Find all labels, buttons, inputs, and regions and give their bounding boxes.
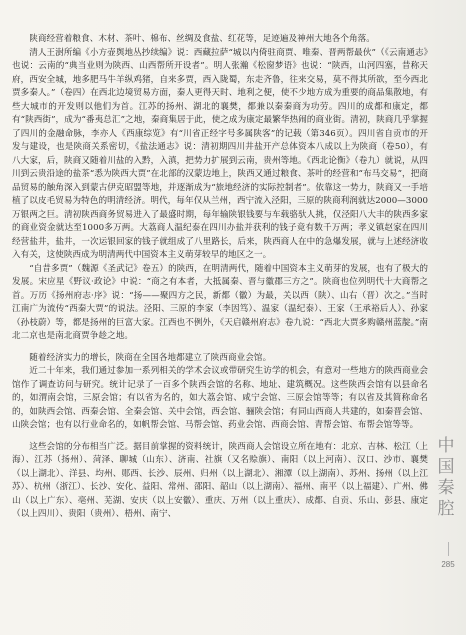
divider <box>448 542 449 556</box>
paragraph: 陕商经营着粮食、木材、茶叶、棉布、丝绸及食盐、红花等，足迹遍及神州大地各个角落。 <box>29 34 375 44</box>
page-number: 285 <box>441 560 455 569</box>
paragraph: 清人王澍所编《小方壶舆地丛抄续编》说：西藏拉萨“城以内倚驻商贾、唯秦、晋两帮最伙”（《云南通志》也说：云南的“典当业则为陕西、山西帮所开设者”。明人张瀚《松窗梦语》也说：“陕西，山河四塞，昔称天府，西安全城，地多肥马牛羊纵鸡猪，自来多贾，西入陇蜀，东走齐鲁，往来交易，莫不得其所欲，至今西北贾多秦人。”（卷四）在西北边境贸易方面，秦人更得天时、地利之便，使不少地方成为重要的商品集散地，有些大城市的开发则以他们为首。江苏的扬州、湖北的襄樊，都兼以秦秦商为功劳。四川的成都和康定，都有“陕西街”，成为“番夷总汇”之地，秦商集居于此，使之成为康定最繁华热闹的商业街。清初，陕商几乎掌握了四川的金融命脉，李亦人《西康综览》有“川省正经字号多属陕客”的记载（第346页）。四川省自贡市的开发与建设，也是陕商关系密切，《盐法通志》说：清初期四川井盐开产总体资本八成以上为陕商（卷50），有八大家，后，陕商又随着川盐的入黔，入滇，把势力扩展到云南，贵州等地。《西北论衡》（卷九）就说，从四川到云贵沿途的盐茶“悉为陕西大贾”在北部的汉蒙边地上，陕西又通过粮食、茶叶的经营和“布马交易”，把商品贸易的触角深入到蒙古伊克昭盟等地，并逐渐成为“旅地经济的实际控制者”。依靠这一势力，陕商又一手培植了以皮毛贸易为特色的明清经济。明代，每年仅从兰州，西宁流入泾阳，三原的陕商利润就达2000—3000万银两之巨。清初陕西商务贸易进入了最盛时期，每年输陕银钱要与车载骆驮人挑，仅泾阳八大丰的陕西多家的商业资金就达至1000多万两。大荔商人温纪泰在四川办盐并获利的钱子竟有数千万两；孝义镇赵家在四川经营盐井，盐井，一次运银回家的钱子就组成了八里路长，后来，陕西商人在中的急爆发展，就与上述经济收入有关，这使陕西成为明清两代中国资本主义萌芽较早的地区之一。 <box>12 47 428 260</box>
body-text <box>12 33 428 522</box>
paragraph: 随着经济实力的增长，陕商在全国各地都建立了陕西商业会馆。 <box>29 352 272 363</box>
running-head-char: 中 <box>437 436 455 456</box>
paragraph: 这些会馆的分布相当广泛。据目前掌握的资料统计，陕西商人会馆设立所在地有：北京、吉林、松江（上海）、江苏（扬州）、菏泽、聊城（山东）、济南、社旗（又名赊旗）、南阳（以上河南）、汉口、沙市、襄樊（以上湖北）、洋县、均州、郧西、长沙、辰州、归州（以上湖北）、湘潭（以上湖南）、苏州、扬州（以上江苏）、杭州（浙江）、长沙、安化、益阳、常州、邵阳、韶山（以上湖南）、福州、南平（以上福建）、广州、佛山（以上广东）、亳州、芜湖、安庆（以上安徽）、重庆、万州（以上重庆）、成都、自贡、乐山、彭县、康定（以上四川）、贵阳（贵州）、梧州、南宁、 <box>12 441 428 519</box>
running-head-char: 腔 <box>437 499 455 519</box>
running-head-char: 国 <box>437 457 455 477</box>
running-head-vertical <box>434 436 458 520</box>
paragraph: “自昔多贾”（魏源《圣武记》卷五）的陕西，在明清两代，随着中国资本主义萌芽的发展，也有了极大的发展。宋应星《野议·政论》中说：“商之有本者，大抵属秦、晋与徽郡三方之”。陕商也位列明代十大商帮之首。万历《扬州府志·序》说：“扬——聚四方之民，新都（徽）为最，关以西（陕）、山右（晋）次之。”当时江南广为流传“西秦大贾”的说法。泾阳、三原的李家（李因笃）、温家（温纪泰）、王家（王承裕后人）、孙家（孙枝蔚）等，都是扬州的巨富大家。江西也不例外，《天启赣州府志》卷九说：“西北大贾多购赣州蓝靛。”南北二京也是南北商贾争趁之地。 <box>12 263 428 341</box>
running-head-char: 秦 <box>437 478 455 498</box>
paragraph: 近二十年来，我们通过参加一系列相关的学术会议或带研究生访学的机会，有意对一些地方的陕西商业会馆作了调查访问与研究。统计记录了一百多个陕西会馆的名称、地址、建筑概况。这些陕西会馆有以县命名的，如渭南会馆，三原会馆；有以省为名的，如大荔会馆、咸宁会馆、三原会馆等等；有以省及其简称命名的，如陕西会馆、西秦会馆、全秦会馆、关中会馆，西会馆、骊陕会馆；有同山西商人共建的，如秦晋会馆、山陕会馆；也有以行业命名的，如帆帮会馆、马帮会馆、药业会馆、西商会馆、青帮会馆、布帮会馆等等。 <box>12 366 428 430</box>
